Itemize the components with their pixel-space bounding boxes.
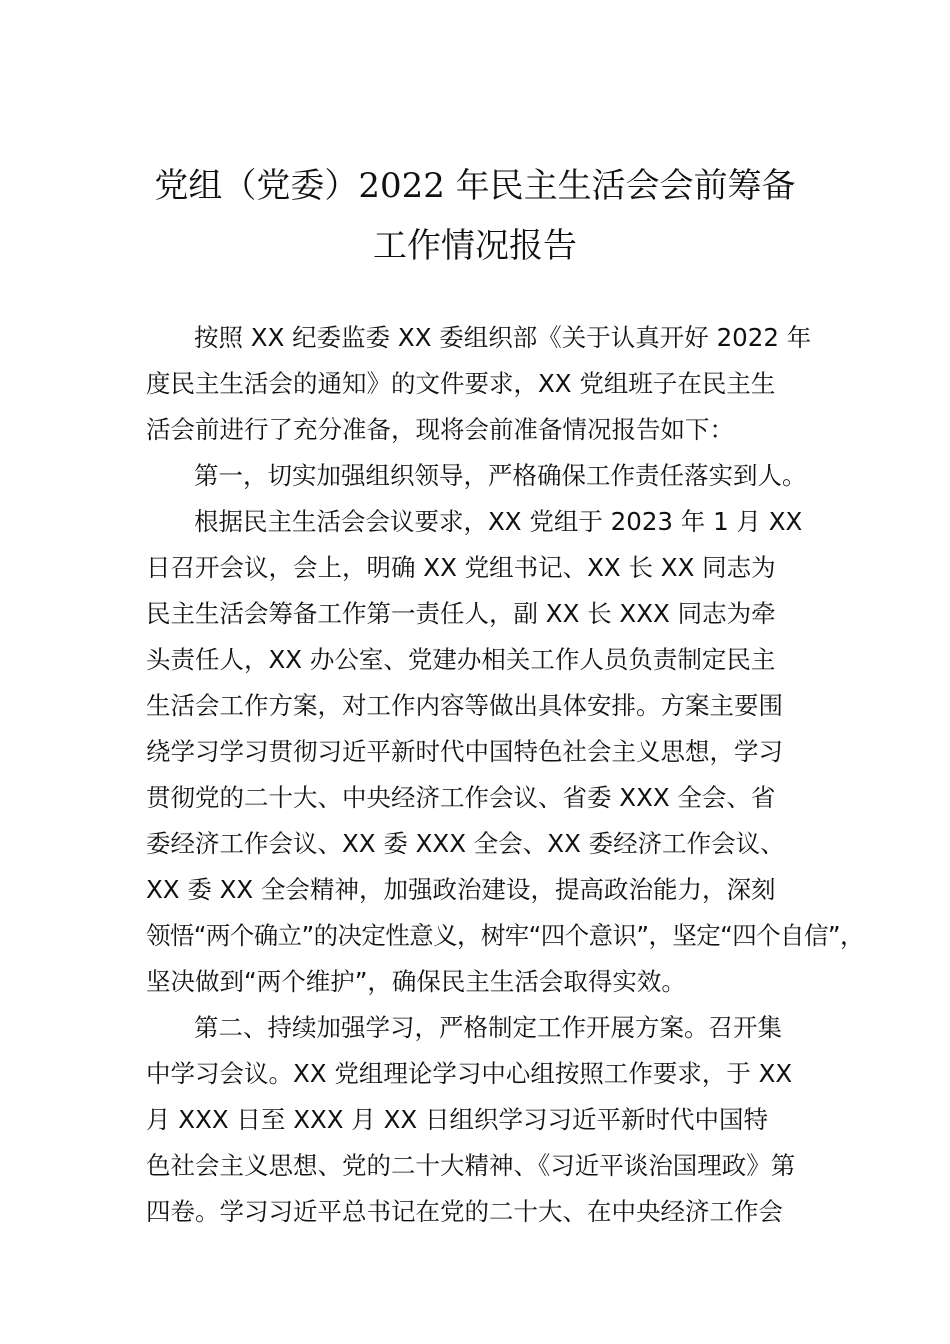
paragraph-2-line-10: 领悟“两个确立”的决定性意义，树牢“四个意识”，坚定“四个自信”， [146, 921, 864, 950]
document-title [100, 156, 850, 276]
paragraph-2-line-7: 贯彻党的二十大、中央经济工作会议、省委 XXX 全会、省 [146, 783, 776, 812]
paragraph-2-line-2: 日召开会议，会上，明确 XX 党组书记、XX 长 XX 同志为 [146, 553, 776, 582]
paragraph-1-line-3: 活会前进行了充分准备，现将会前准备情况报告如下： [146, 415, 734, 444]
paragraph-2-line-4: 头责任人，XX 办公室、党建办相关工作人员负责制定民主 [146, 645, 776, 674]
paragraph-3-line-4: 色社会主义思想、党的二十大精神、《习近平谈治国理政》第 [146, 1151, 796, 1180]
paragraph-3-line-2: 中学习会议。XX 党组理论学习中心组按照工作要求，于 XX [146, 1059, 793, 1088]
paragraph-2-line-9: XX 委 XX 全会精神，加强政治建设，提高政治能力，深刻 [146, 875, 776, 904]
paragraph-1-line-2: 度民主生活会的通知》的文件要求，XX 党组班子在民主生 [146, 369, 776, 398]
paragraph-2-line-3: 民主生活会筹备工作第一责任人，副 XX 长 XXX 同志为牵 [146, 599, 776, 628]
title-line-2: 工作情况报告 [373, 226, 577, 266]
paragraph-3-line-1: 第二、持续加强学习，严格制定工作开展方案。召开集 [194, 1013, 782, 1042]
paragraph-3-line-3: 月 XXX 日至 XXX 月 XX 日组织学习习近平新时代中国特 [146, 1105, 768, 1134]
title-line-1: 党组（党委）2022 年民主生活会会前筹备 [154, 166, 796, 206]
paragraph-1-line-1: 按照 XX 纪委监委 XX 委组织部《关于认真开好 2022 年 [194, 323, 812, 352]
paragraph-2-line-8: 委经济工作会议、XX 委 XXX 全会、XX 委经济工作会议、 [146, 829, 785, 858]
paragraph-2-line-11: 坚决做到“两个维护”，确保民主生活会取得实效。 [146, 967, 686, 996]
paragraph-2-line-5: 生活会工作方案，对工作内容等做出具体安排。方案主要围 [146, 691, 783, 720]
section-heading-1: 第一，切实加强组织领导，严格确保工作责任落实到人。 [194, 461, 807, 490]
paragraph-2-line-6: 绕学习学习贯彻习近平新时代中国特色社会主义思想，学习 [146, 737, 783, 766]
paragraph-3-line-5: 四卷。学习习近平总书记在党的二十大、在中央经济工作会 [146, 1197, 783, 1226]
paragraph-2-line-1: 根据民主生活会会议要求，XX 党组于 2023 年 1 月 XX [194, 507, 803, 536]
